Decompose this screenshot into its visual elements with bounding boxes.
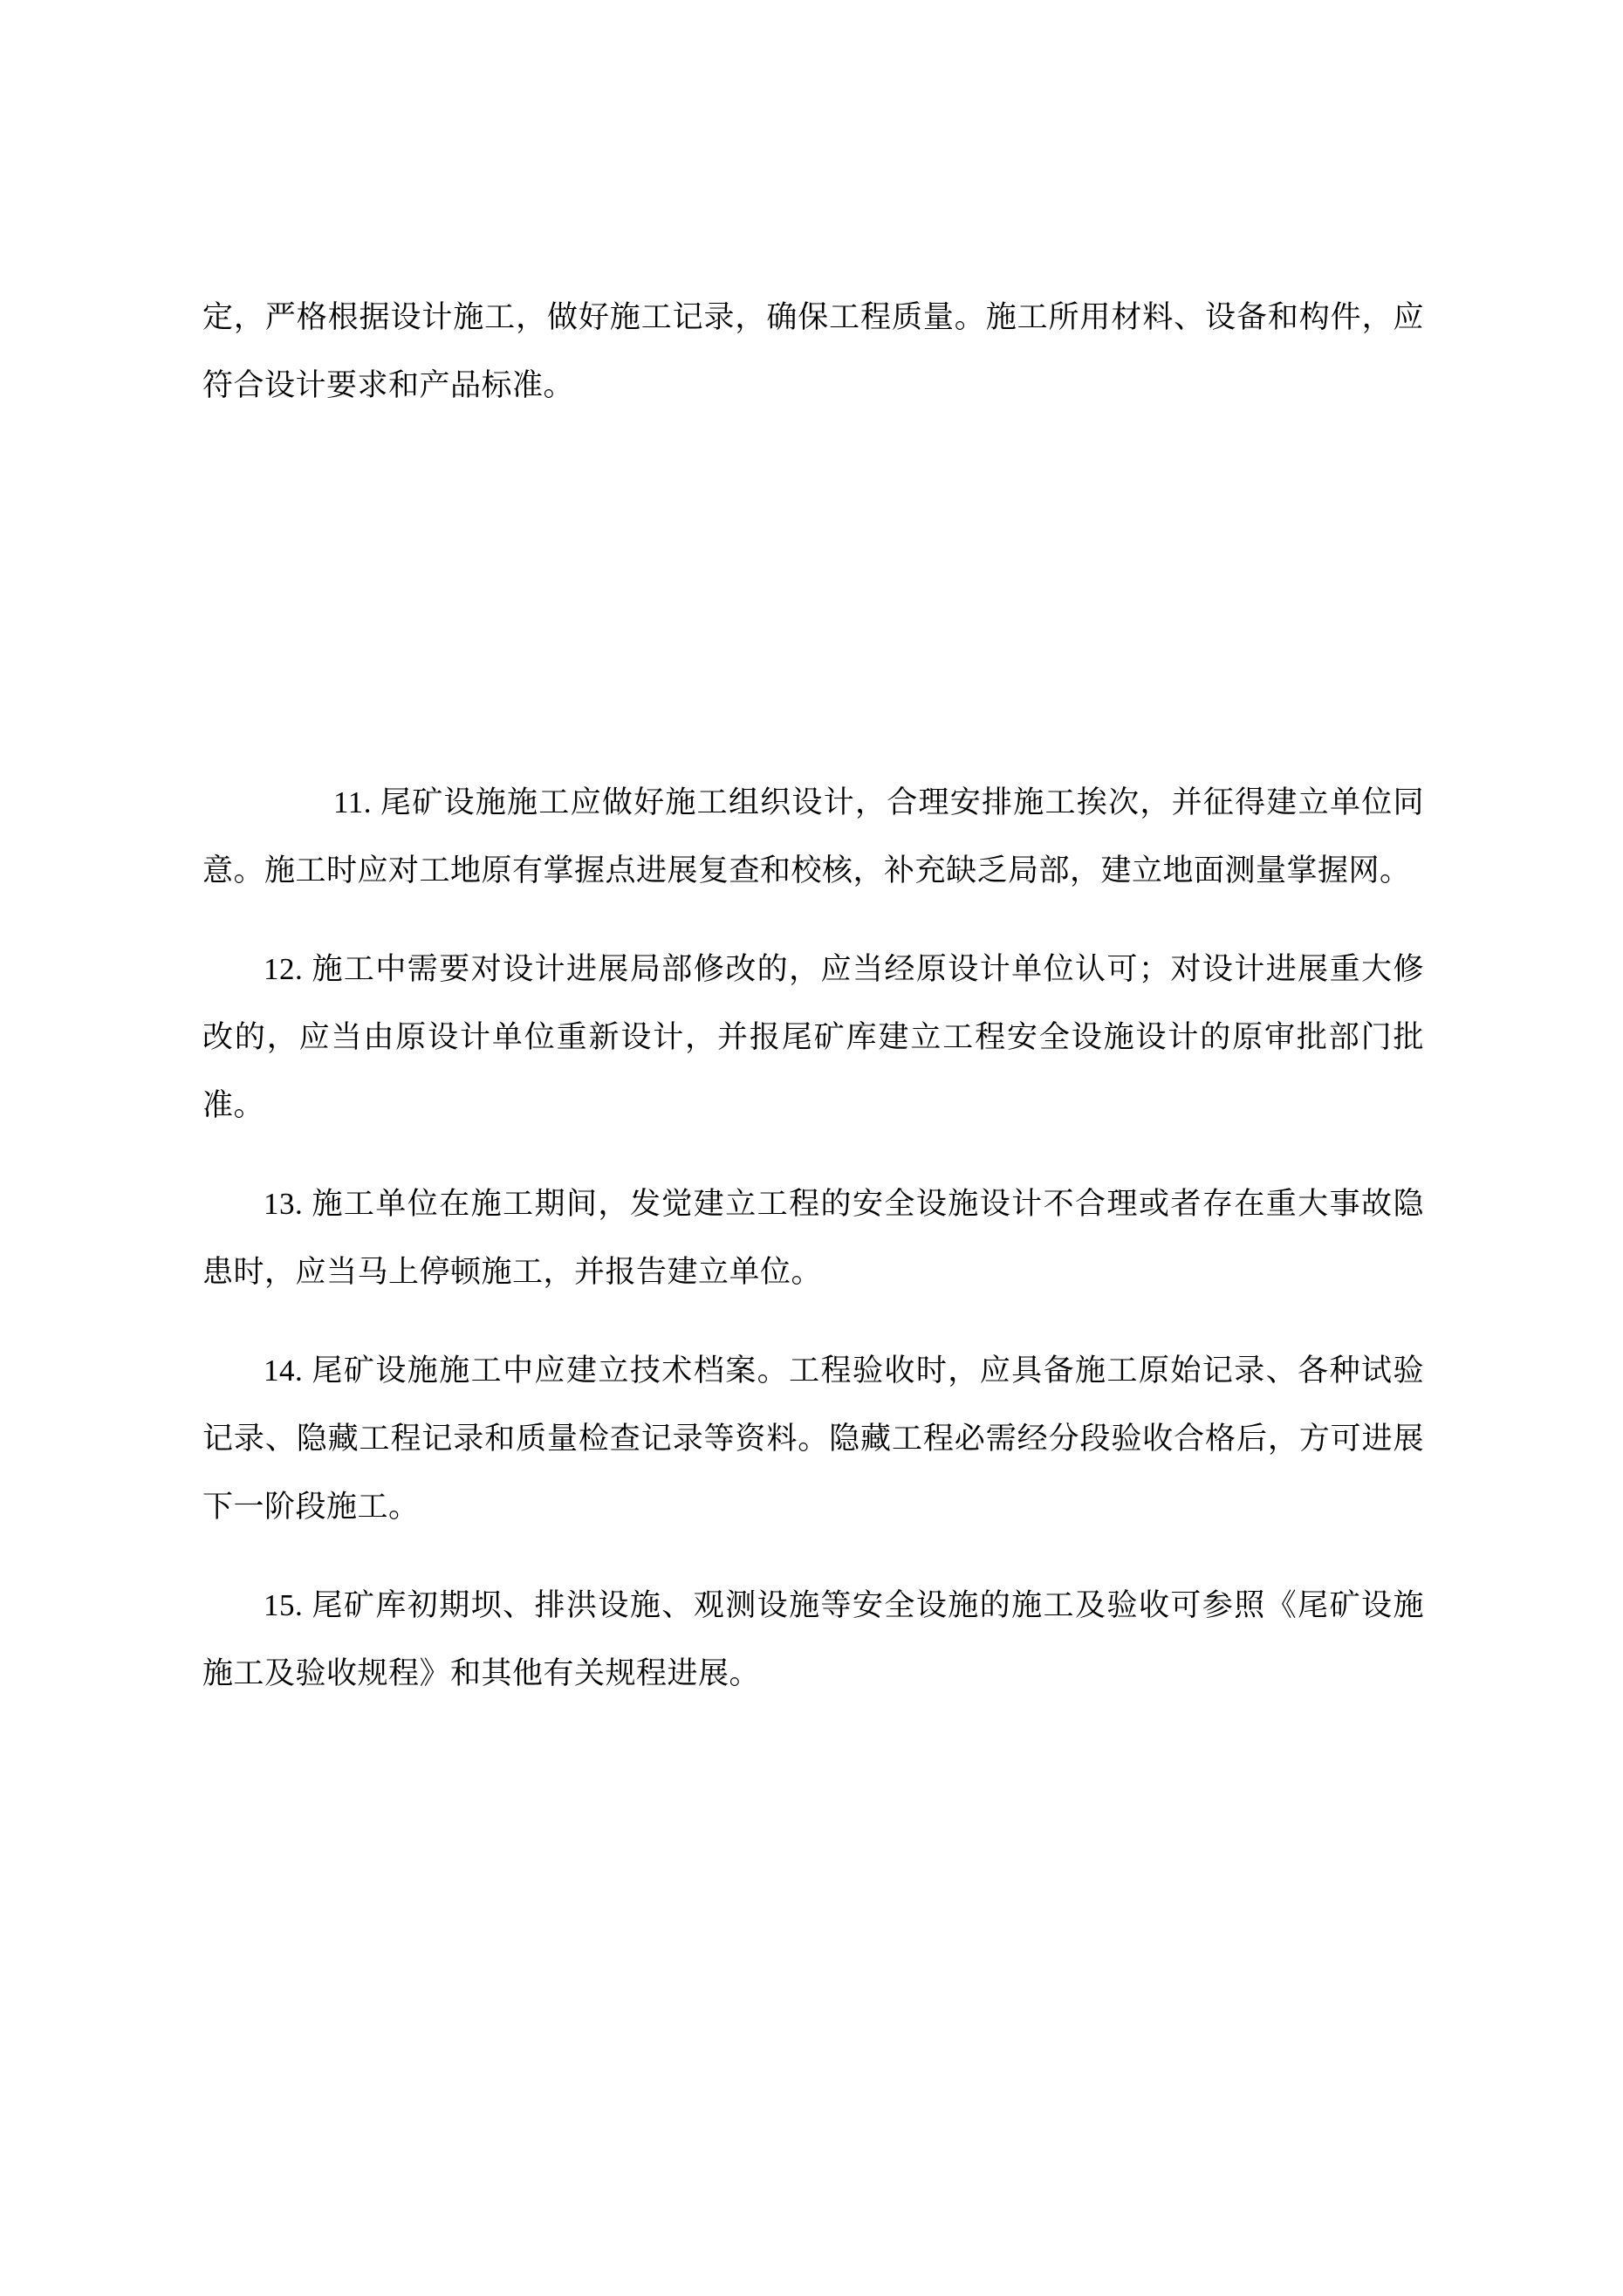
- paragraph-item-14: 14. 尾矿设施施工中应建立技术档案。工程验收时，应具备施工原始记录、各种试验记录、隐藏工程记录和质量检查记录等资料。隐藏工程必需经分段验收合格后，方可进展下一阶段施工。: [202, 1354, 1424, 1524]
- document-body: [202, 253, 1424, 1738]
- paragraph-item-13: 13. 施工单位在施工期间，发觉建立工程的安全设施设计不合理或者存在重大事故隐患时，应当马上停顿施工，并报告建立单位。: [202, 1187, 1424, 1289]
- paragraph-item-11: 11. 尾矿设施施工应做好施工组织设计，合理安排施工挨次，并征得建立单位同意。施工时应对工地原有掌握点进展复查和校核，补充缺乏局部，建立地面测量掌握网。: [202, 785, 1424, 888]
- blank-spacer: [202, 450, 1424, 738]
- paragraph-item-15: 15. 尾矿库初期坝、排洪设施、观测设施等安全设施的施工及验收可参照《尾矿设施施工及验收规程》和其他有关规程进展。: [202, 1588, 1424, 1690]
- paragraph-continuation: 定，严格根据设计施工，做好施工记录，确保工程质量。施工所用材料、设备和构件，应符合设计要求和产品标准。: [202, 300, 1424, 402]
- paragraph-item-12: 12. 施工中需要对设计进展局部修改的，应当经原设计单位认可；对设计进展重大修改的，应当由原设计单位重新设计，并报尾矿库建立工程安全设施设计的原审批部门批准。: [202, 952, 1424, 1122]
